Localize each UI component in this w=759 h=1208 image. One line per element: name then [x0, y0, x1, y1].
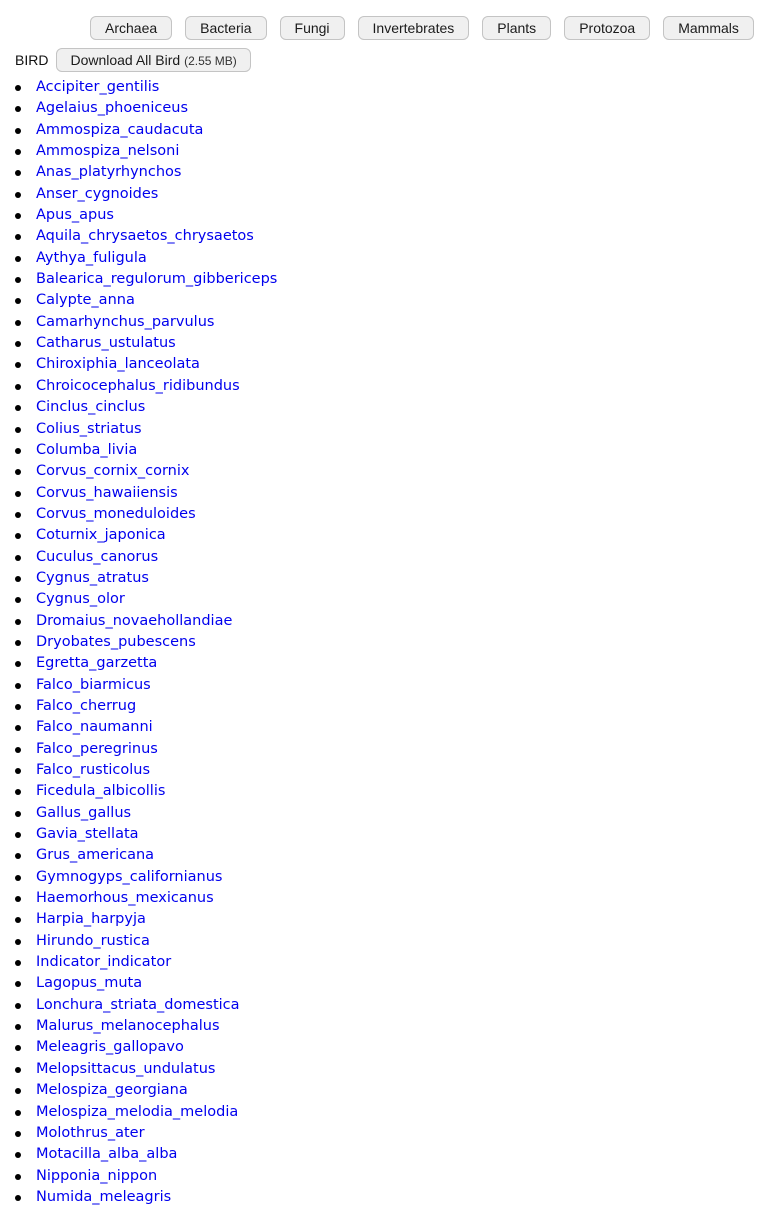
species-link[interactable]: Hirundo_rustica	[36, 932, 150, 949]
species-link[interactable]: Malurus_melanocephalus	[36, 1018, 220, 1035]
species-link[interactable]: Motacilla_alba_alba	[36, 1146, 178, 1163]
list-item	[0, 760, 277, 781]
list-item	[0, 1059, 277, 1080]
list-item	[0, 867, 277, 888]
list-item	[0, 931, 277, 952]
list-item	[0, 483, 277, 504]
species-link[interactable]: Falco_naumanni	[36, 719, 153, 736]
download-all-button[interactable]	[56, 48, 250, 72]
species-link[interactable]: Corvus_moneduloides	[36, 505, 196, 522]
list-item	[0, 1102, 277, 1123]
list-item	[0, 1187, 277, 1208]
species-link[interactable]: Egretta_garzetta	[36, 655, 158, 672]
species-link[interactable]: Gallus_gallus	[36, 804, 132, 821]
list-item	[0, 98, 277, 119]
list-item	[0, 440, 277, 461]
invertebrates-button[interactable]: Invertebrates	[358, 16, 470, 40]
species-link[interactable]: Corvus_hawaiiensis	[36, 484, 178, 501]
species-link[interactable]: Colius_striatus	[36, 420, 142, 437]
species-link[interactable]: Falco_peregrinus	[36, 740, 158, 757]
list-item	[0, 781, 277, 802]
species-link[interactable]: Gavia_stellata	[36, 826, 139, 843]
list-item	[0, 547, 277, 568]
species-link[interactable]: Aquila_chrysaetos_chrysaetos	[36, 228, 254, 245]
bacteria-button[interactable]: Bacteria	[185, 16, 266, 40]
download-size: (2.55 MB)	[184, 54, 237, 68]
species-link[interactable]: Agelaius_phoeniceus	[36, 100, 189, 117]
list-item	[0, 632, 277, 653]
species-link[interactable]: Gymnogyps_californianus	[36, 868, 223, 885]
list-item	[0, 354, 277, 375]
list-item	[0, 269, 277, 290]
list-item	[0, 461, 277, 482]
species-link[interactable]: Cygnus_olor	[36, 591, 125, 608]
list-item	[0, 803, 277, 824]
list-item	[0, 376, 277, 397]
species-link[interactable]: Dromaius_novaehollandiae	[36, 612, 233, 629]
species-link[interactable]: Harpia_harpyja	[36, 911, 146, 928]
species-link[interactable]: Grus_americana	[36, 847, 155, 864]
species-link[interactable]: Falco_biarmicus	[36, 676, 151, 693]
list-item	[0, 290, 277, 311]
species-link[interactable]: Falco_cherrug	[36, 697, 137, 714]
list-item	[0, 1144, 277, 1165]
list-item	[0, 312, 277, 333]
list-item	[0, 995, 277, 1016]
list-item	[0, 1080, 277, 1101]
species-link[interactable]: Cuculus_canorus	[36, 548, 159, 565]
list-item	[0, 1166, 277, 1187]
species-link[interactable]: Corvus_cornix_cornix	[36, 463, 190, 480]
list-item	[0, 824, 277, 845]
fungi-button[interactable]: Fungi	[280, 16, 345, 40]
list-item	[0, 1016, 277, 1037]
species-link[interactable]: Anser_cygnoides	[36, 185, 159, 202]
species-link[interactable]: Ammospiza_nelsoni	[36, 143, 180, 160]
list-item	[0, 952, 277, 973]
list-item	[0, 333, 277, 354]
list-item	[0, 141, 277, 162]
species-link[interactable]: Catharus_ustulatus	[36, 335, 176, 352]
species-link[interactable]: Cygnus_atratus	[36, 569, 149, 586]
list-item	[0, 717, 277, 738]
list-item	[0, 504, 277, 525]
download-button-label: Download All Bird	[70, 52, 181, 68]
species-link[interactable]: Balearica_regulorum_gibbericeps	[36, 271, 278, 288]
list-item	[0, 675, 277, 696]
list-item	[0, 653, 277, 674]
list-item	[0, 248, 277, 269]
plants-button[interactable]: Plants	[482, 16, 551, 40]
list-item	[0, 77, 277, 98]
species-link[interactable]: Columba_livia	[36, 441, 138, 458]
list-item	[0, 184, 277, 205]
list-item	[0, 226, 277, 247]
species-link[interactable]: Numida_meleagris	[36, 1188, 172, 1205]
list-item	[0, 162, 277, 183]
list-item	[0, 1123, 277, 1144]
species-link[interactable]: Accipiter_gentilis	[36, 79, 160, 95]
species-link[interactable]: Apus_apus	[36, 207, 114, 224]
species-link[interactable]: Cinclus_cinclus	[36, 399, 146, 416]
archaea-button[interactable]: Archaea	[90, 16, 172, 40]
species-link[interactable]: Ammospiza_caudacuta	[36, 121, 204, 138]
list-item	[0, 525, 277, 546]
species-link[interactable]: Chiroxiphia_lanceolata	[36, 356, 200, 373]
species-link[interactable]: Molothrus_ater	[36, 1124, 145, 1141]
species-link[interactable]: Dryobates_pubescens	[36, 633, 196, 650]
species-link[interactable]: Melopsittacus_undulatus	[36, 1060, 216, 1077]
category-nav	[90, 16, 759, 40]
list-item	[0, 909, 277, 930]
list-item	[0, 973, 277, 994]
species-link[interactable]: Lagopus_muta	[36, 975, 143, 992]
list-item	[0, 739, 277, 760]
list-item	[0, 1037, 277, 1058]
list-item	[0, 611, 277, 632]
species-link[interactable]: Chroicocephalus_ridibundus	[36, 377, 240, 394]
species-link[interactable]: Meleagris_gallopavo	[36, 1039, 184, 1056]
list-item	[0, 888, 277, 909]
list-item	[0, 419, 277, 440]
species-link[interactable]: Coturnix_japonica	[36, 527, 166, 544]
species-link[interactable]: Indicator_indicator	[36, 954, 172, 971]
species-link[interactable]: Melospiza_georgiana	[36, 1082, 188, 1099]
protozoa-button[interactable]: Protozoa	[564, 16, 650, 40]
species-list	[0, 77, 277, 1208]
list-item	[0, 120, 277, 141]
section-title: BIRD	[15, 52, 49, 68]
species-link[interactable]: Melospiza_melodia_melodia	[36, 1103, 239, 1120]
list-item	[0, 568, 277, 589]
list-item	[0, 696, 277, 717]
list-item	[0, 589, 277, 610]
species-link[interactable]: Haemorhous_mexicanus	[36, 890, 214, 907]
section-header	[15, 48, 251, 72]
species-link[interactable]: Anas_platyrhynchos	[36, 164, 182, 181]
list-item	[0, 397, 277, 418]
list-item	[0, 845, 277, 866]
species-link[interactable]: Lonchura_striata_domestica	[36, 996, 240, 1013]
list-item	[0, 205, 277, 226]
species-link[interactable]: Camarhynchus_parvulus	[36, 313, 215, 330]
species-link[interactable]: Aythya_fuligula	[36, 249, 147, 266]
mammals-button[interactable]: Mammals	[663, 16, 754, 40]
species-link[interactable]: Ficedula_albicollis	[36, 783, 166, 800]
species-link[interactable]: Calypte_anna	[36, 292, 135, 309]
species-link[interactable]: Nipponia_nippon	[36, 1167, 158, 1184]
species-link[interactable]: Falco_rusticolus	[36, 762, 151, 778]
